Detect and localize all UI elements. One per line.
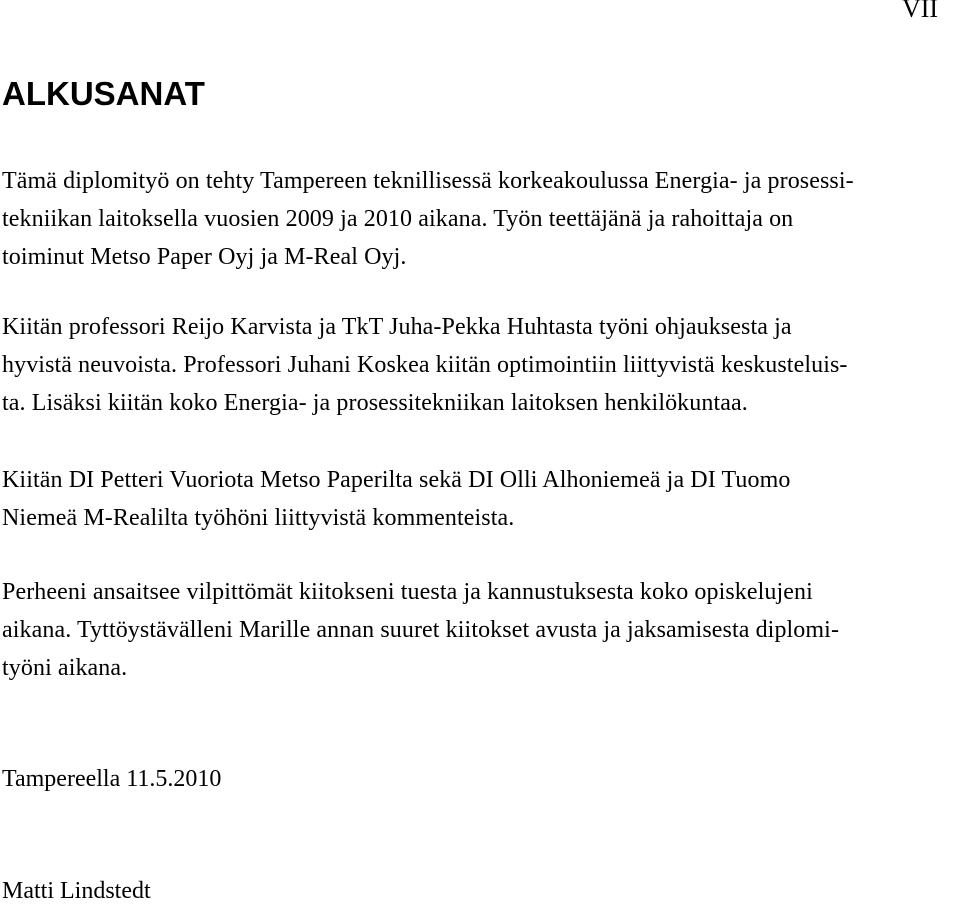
paragraph-line: Kiitän DI Petteri Vuoriota Metso Paperilta sekä DI Olli Alhoniemeä ja DI Tuomo: [2, 467, 791, 493]
page-number: VII: [902, 0, 939, 23]
paragraph-line: ta. Lisäksi kiitän koko Energia- ja prosessitekniikan laitoksen henkilökuntaa.: [2, 390, 748, 416]
author-name: Matti Lindstedt: [2, 878, 151, 904]
paragraph-line: Perheeni ansaitsee vilpittömät kiitokseni tuesta ja kannustuksesta koko opiskelujeni: [2, 579, 813, 605]
paragraph-line: Tämä diplomityö on tehty Tampereen teknillisessä korkeakoulussa Energia- ja prosessi-: [2, 168, 854, 194]
paragraph-line: tekniikan laitoksella vuosien 2009 ja 2010 aikana. Työn teettäjänä ja rahoittaja on: [2, 206, 794, 232]
page-title: ALKUSANAT: [2, 75, 205, 112]
paragraph-line: toiminut Metso Paper Oyj ja M-Real Oyj.: [2, 244, 407, 270]
paragraph-line: työni aikana.: [2, 655, 128, 681]
paragraph-line: hyvistä neuvoista. Professori Juhani Koskea kiitän optimointiin liittyvistä keskusteluis-: [2, 352, 848, 378]
paragraph-line: Kiitän professori Reijo Karvista ja TkT Juha-Pekka Huhtasta työni ohjauksesta ja: [2, 314, 792, 340]
paragraph-line: Niemeä M-Realilta työhöni liittyvistä kommenteista.: [2, 505, 515, 531]
place-date: Tampereella 11.5.2010: [2, 766, 222, 792]
paragraph-line: aikana. Tyttöystävälleni Marille annan suuret kiitokset avusta ja jaksamisesta diplomi-: [2, 617, 840, 643]
